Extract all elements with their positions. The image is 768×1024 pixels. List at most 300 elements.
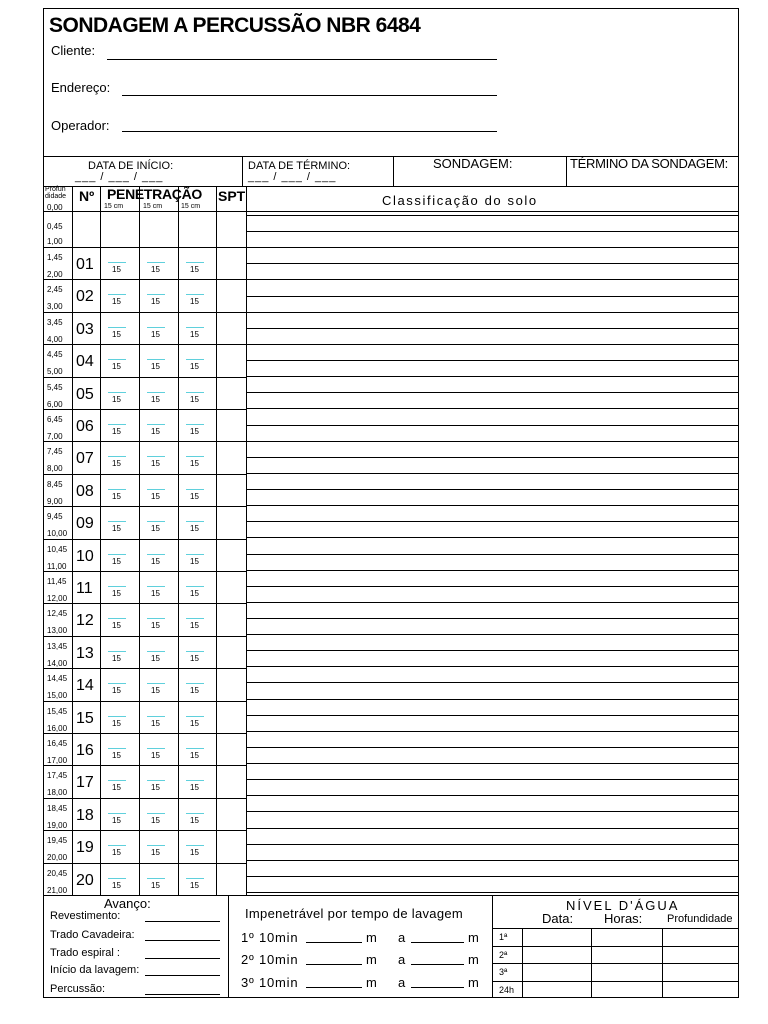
nivel-profundidade-cell[interactable] (663, 982, 738, 997)
penetracao-mark (186, 748, 204, 749)
penetracao-mark (108, 424, 126, 425)
classificacao-line[interactable] (246, 570, 739, 571)
penetracao-value[interactable]: 15 (112, 362, 121, 371)
penetracao-value[interactable]: 15 (151, 492, 160, 501)
penetracao-value[interactable]: 15 (190, 524, 199, 533)
penetracao-value[interactable]: 15 (190, 751, 199, 760)
pen-sub-2: 15 cm (143, 203, 163, 210)
penetracao-value[interactable]: 15 (151, 265, 160, 274)
depth-bottom: 12,00 (47, 594, 68, 603)
penetracao-mark (147, 327, 165, 328)
penetracao-mark (186, 845, 204, 846)
penetracao-value[interactable]: 15 (112, 848, 121, 857)
penetracao-mark (108, 392, 126, 393)
penetracao-mark (186, 780, 204, 781)
row-number: 04 (76, 353, 94, 370)
penetracao-mark (108, 456, 126, 457)
penetracao-mark (108, 262, 126, 263)
classificacao-header: Classificação do solo (382, 193, 538, 208)
penetracao-mark (108, 327, 126, 328)
penetracao-mark (186, 716, 204, 717)
cliente-field[interactable] (107, 59, 497, 60)
penetracao-value[interactable]: 15 (112, 686, 121, 695)
penetracao-value[interactable]: 15 (190, 459, 199, 468)
row-line (43, 377, 246, 378)
nivel-profundidade-cell[interactable] (663, 929, 738, 944)
classificacao-line[interactable] (246, 666, 739, 667)
table-col-line (139, 186, 140, 895)
classificacao-line[interactable] (246, 360, 739, 361)
impenetravel-m2: m (468, 975, 479, 990)
classificacao-line[interactable] (246, 844, 739, 845)
penetracao-mark (147, 359, 165, 360)
classificacao-line[interactable] (246, 876, 739, 877)
table-col-line (246, 186, 247, 895)
impenetravel-m2: m (468, 952, 479, 967)
nivel-horas-cell[interactable] (592, 947, 661, 962)
penetracao-value[interactable]: 15 (151, 848, 160, 857)
date-divider-3 (566, 156, 567, 186)
spt-header: SPT (218, 188, 246, 204)
penetracao-value[interactable]: 15 (190, 686, 199, 695)
row-number: 08 (76, 483, 94, 500)
nivel-title: NÍVEL D'ÁGUA (566, 898, 680, 913)
impenetravel-a: a (398, 930, 406, 945)
row-line (43, 312, 246, 313)
nivel-horas-cell[interactable] (592, 964, 661, 979)
avanco-item-label: Percussão: (50, 983, 106, 995)
penetracao-mark (108, 521, 126, 522)
impenetravel-a: a (398, 975, 406, 990)
depth-top: 3,45 (47, 318, 63, 327)
penetracao-value[interactable]: 15 (151, 589, 160, 598)
classificacao-line[interactable] (246, 731, 739, 732)
depth-bottom: 20,00 (47, 853, 68, 862)
penetracao-value[interactable]: 15 (112, 557, 121, 566)
pen-sub-3: 15 cm (181, 203, 201, 210)
row-line (43, 895, 246, 896)
penetracao-value[interactable]: 15 (190, 557, 199, 566)
bottom-divider-1 (228, 895, 229, 998)
penetracao-value[interactable]: 15 (112, 492, 121, 501)
classificacao-line[interactable] (246, 473, 739, 474)
classificacao-line[interactable] (246, 586, 739, 587)
depth-top: 13,45 (47, 642, 68, 651)
impenetravel-title: Impenetrável por tempo de lavagem (245, 906, 464, 921)
penetracao-value[interactable]: 15 (151, 686, 160, 695)
penetracao-value[interactable]: 15 (190, 719, 199, 728)
endereco-field[interactable] (122, 95, 497, 96)
classificacao-line[interactable] (246, 505, 739, 506)
penetracao-mark (186, 651, 204, 652)
depth-bottom: 2,00 (47, 270, 63, 279)
date-divider-1 (242, 156, 243, 186)
depth-top: 16,45 (47, 739, 68, 748)
penetracao-value[interactable]: 15 (112, 881, 121, 890)
classificacao-line[interactable] (246, 634, 739, 635)
penetracao-value[interactable]: 15 (151, 557, 160, 566)
penetracao-mark (186, 813, 204, 814)
penetracao-value[interactable]: 15 (190, 330, 199, 339)
classificacao-line[interactable] (246, 682, 739, 683)
row-line (43, 539, 246, 540)
nivel-profundidade-cell[interactable] (663, 947, 738, 962)
header-bottom-line (43, 211, 739, 212)
nivel-row-label: 1ª (499, 932, 508, 942)
penetracao-mark (186, 359, 204, 360)
impenetravel-field-2[interactable] (411, 964, 464, 965)
depth-top: 18,45 (47, 804, 68, 813)
row-number: 02 (76, 288, 94, 305)
penetracao-mark (186, 294, 204, 295)
row-line (43, 798, 246, 799)
profundidade-header (45, 186, 66, 200)
penetracao-mark (147, 748, 165, 749)
penetracao-value[interactable]: 15 (112, 330, 121, 339)
classificacao-line[interactable] (246, 231, 739, 232)
avanco-item-field[interactable] (145, 921, 220, 922)
first-row-top: 0,45 (47, 222, 63, 231)
avanco-item-field[interactable] (145, 975, 220, 976)
impenetravel-m: m (366, 952, 377, 967)
classificacao-line[interactable] (246, 618, 739, 619)
penetracao-mark (147, 262, 165, 263)
penetracao-value[interactable]: 15 (112, 654, 121, 663)
classificacao-line[interactable] (246, 489, 739, 490)
classificacao-line[interactable] (246, 715, 739, 716)
penetracao-value[interactable]: 15 (112, 524, 121, 533)
classificacao-line[interactable] (246, 554, 739, 555)
penetracao-value[interactable]: 15 (112, 621, 121, 630)
penetracao-value[interactable]: 15 (112, 459, 121, 468)
numero-header: Nº (79, 188, 95, 204)
row-line (43, 344, 246, 345)
penetracao-mark (186, 554, 204, 555)
row-number: 20 (76, 872, 94, 889)
row-line (43, 701, 246, 702)
penetracao-value[interactable]: 15 (112, 265, 121, 274)
row-line (43, 733, 246, 734)
penetracao-mark (147, 521, 165, 522)
penetracao-mark (186, 683, 204, 684)
row-line (43, 603, 246, 604)
profundidade-line1: Profun (45, 186, 66, 193)
nivel-data-label: Data: (542, 911, 574, 926)
classificacao-line[interactable] (246, 344, 739, 345)
classificacao-line[interactable] (246, 296, 739, 297)
penetracao-value[interactable]: 15 (190, 427, 199, 436)
depth-top: 12,45 (47, 609, 68, 618)
penetracao-value[interactable]: 15 (112, 816, 121, 825)
date-divider-2 (393, 156, 394, 186)
classificacao-line[interactable] (246, 795, 739, 796)
row-number: 11 (76, 580, 93, 597)
classificacao-line[interactable] (246, 425, 739, 426)
row-number: 17 (76, 774, 94, 791)
profundidade-line2: didade (45, 193, 67, 200)
depth-top: 5,45 (47, 383, 63, 392)
data-inicio-label: DATA DE INÍCIO: (88, 160, 174, 172)
nivel-horas-cell[interactable] (592, 929, 661, 944)
table-col-line (216, 186, 217, 895)
penetracao-mark (108, 780, 126, 781)
sondagem-label: SONDAGEM: (433, 156, 513, 171)
termino-sondagem-label: TÉRMINO DA SONDAGEM: (570, 156, 728, 171)
penetracao-value[interactable]: 15 (112, 395, 121, 404)
avanco-item-label: Trado Cavadeira: (50, 929, 135, 941)
depth-top: 6,45 (47, 415, 63, 424)
operador-field[interactable] (122, 131, 497, 132)
impenetravel-field-2[interactable] (411, 987, 464, 988)
classificacao-line[interactable] (246, 376, 739, 377)
classificacao-line[interactable] (246, 699, 739, 700)
row-number: 14 (76, 677, 94, 694)
penetracao-value[interactable]: 15 (190, 395, 199, 404)
impenetravel-field-1[interactable] (306, 987, 362, 988)
depth-bottom: 15,00 (47, 691, 68, 700)
row-number: 19 (76, 839, 94, 856)
penetracao-value[interactable]: 15 (112, 427, 121, 436)
depth-top: 17,45 (47, 771, 68, 780)
classificacao-line[interactable] (246, 779, 739, 780)
depth-bottom: 17,00 (47, 756, 68, 765)
penetracao-value[interactable]: 15 (151, 459, 160, 468)
row-number: 18 (76, 807, 94, 824)
penetracao-header: PENETRAÇÃO (107, 186, 203, 202)
depth-bottom: 16,00 (47, 724, 68, 733)
penetracao-value[interactable]: 15 (151, 524, 160, 533)
impenetravel-field-1[interactable] (306, 942, 362, 943)
penetracao-value[interactable]: 15 (151, 719, 160, 728)
classificacao-line[interactable] (246, 312, 739, 313)
profundidade-start: 0,00 (47, 203, 63, 212)
penetracao-mark (108, 716, 126, 717)
penetracao-mark (186, 618, 204, 619)
penetracao-mark (147, 651, 165, 652)
classificacao-line[interactable] (246, 279, 739, 280)
penetracao-mark (147, 813, 165, 814)
classificacao-line[interactable] (246, 650, 739, 651)
depth-bottom: 5,00 (47, 367, 63, 376)
penetracao-value[interactable]: 15 (151, 330, 160, 339)
form-title: SONDAGEM A PERCUSSÃO NBR 6484 (49, 14, 421, 37)
penetracao-mark (108, 813, 126, 814)
operador-label: Operador: (51, 118, 110, 133)
impenetravel-line-label: 1º 10min (241, 930, 299, 945)
penetracao-mark (108, 878, 126, 879)
row-number: 10 (76, 548, 94, 565)
nivel-data-cell[interactable] (523, 964, 590, 979)
impenetravel-field-2[interactable] (411, 942, 464, 943)
penetracao-value[interactable]: 15 (151, 621, 160, 630)
avanco-item-field[interactable] (145, 940, 220, 941)
row-line (43, 506, 246, 507)
penetracao-value[interactable]: 15 (151, 816, 160, 825)
row-line (43, 863, 246, 864)
depth-top: 14,45 (47, 674, 68, 683)
penetracao-value[interactable]: 15 (112, 783, 121, 792)
depth-top: 9,45 (47, 512, 63, 521)
classificacao-line[interactable] (246, 747, 739, 748)
row-number: 06 (76, 418, 94, 435)
penetracao-value[interactable]: 15 (151, 751, 160, 760)
data-termino-field[interactable]: ___ / ___ / ___ (248, 171, 337, 183)
penetracao-value[interactable]: 15 (151, 395, 160, 404)
cliente-label: Cliente: (51, 43, 96, 58)
penetracao-value[interactable]: 15 (190, 783, 199, 792)
classificacao-line[interactable] (246, 521, 739, 522)
depth-bottom: 21,00 (47, 886, 68, 895)
classificacao-line[interactable] (246, 537, 739, 538)
penetracao-value[interactable]: 15 (151, 783, 160, 792)
depth-bottom: 9,00 (47, 497, 63, 506)
penetracao-mark (186, 392, 204, 393)
first-row-bottom: 1,00 (47, 237, 63, 246)
avanco-item-field[interactable] (145, 994, 220, 995)
penetracao-mark (108, 748, 126, 749)
penetracao-value[interactable]: 15 (190, 848, 199, 857)
penetracao-value[interactable]: 15 (190, 621, 199, 630)
classificacao-line[interactable] (246, 247, 739, 248)
depth-bottom: 4,00 (47, 335, 63, 344)
penetracao-value[interactable]: 15 (190, 881, 199, 890)
row-number: 05 (76, 386, 94, 403)
classificacao-line[interactable] (246, 892, 739, 893)
classificacao-line[interactable] (246, 457, 739, 458)
penetracao-mark (147, 554, 165, 555)
penetracao-mark (186, 262, 204, 263)
nivel-row-label: 3ª (499, 967, 508, 977)
penetracao-value[interactable]: 15 (112, 719, 121, 728)
depth-bottom: 6,00 (47, 400, 63, 409)
classificacao-line[interactable] (246, 860, 739, 861)
penetracao-mark (186, 424, 204, 425)
depth-bottom: 3,00 (47, 302, 63, 311)
depth-top: 8,45 (47, 480, 63, 489)
penetracao-value[interactable]: 15 (151, 881, 160, 890)
nivel-data-cell[interactable] (523, 947, 590, 962)
nivel-row-label: 2ª (499, 950, 508, 960)
penetracao-value[interactable]: 15 (151, 297, 160, 306)
impenetravel-field-1[interactable] (306, 964, 362, 965)
nivel-horas-label: Horas: (604, 911, 643, 926)
penetracao-value[interactable]: 15 (112, 751, 121, 760)
depth-top: 4,45 (47, 350, 63, 359)
depth-bottom: 14,00 (47, 659, 68, 668)
classificacao-line[interactable] (246, 328, 739, 329)
depth-top: 2,45 (47, 285, 63, 294)
pen-sub-1: 15 cm (104, 203, 124, 210)
penetracao-mark (147, 294, 165, 295)
penetracao-mark (186, 456, 204, 457)
classificacao-line[interactable] (246, 215, 739, 216)
penetracao-value[interactable]: 15 (190, 816, 199, 825)
penetracao-value[interactable]: 15 (190, 265, 199, 274)
depth-bottom: 13,00 (47, 626, 68, 635)
classificacao-line[interactable] (246, 811, 739, 812)
impenetravel-m: m (366, 975, 377, 990)
penetracao-mark (108, 359, 126, 360)
penetracao-value[interactable]: 15 (151, 362, 160, 371)
row-line (43, 571, 246, 572)
impenetravel-line-label: 3º 10min (241, 975, 299, 990)
penetracao-mark (186, 489, 204, 490)
row-line (43, 636, 246, 637)
classificacao-line[interactable] (246, 408, 739, 409)
row-line (43, 474, 246, 475)
nivel-data-cell[interactable] (523, 982, 590, 997)
data-inicio-field[interactable]: ___ / ___ / ___ (75, 171, 164, 183)
penetracao-value[interactable]: 15 (112, 297, 121, 306)
penetracao-value[interactable]: 15 (151, 654, 160, 663)
penetracao-mark (147, 586, 165, 587)
row-line (43, 247, 246, 248)
penetracao-value[interactable]: 15 (190, 297, 199, 306)
endereco-label: Endereço: (51, 80, 111, 95)
nivel-profundidade-cell[interactable] (663, 964, 738, 979)
penetracao-value[interactable]: 15 (190, 589, 199, 598)
depth-top: 11,45 (47, 577, 67, 586)
classificacao-line[interactable] (246, 263, 739, 264)
penetracao-mark (147, 780, 165, 781)
row-line (43, 668, 246, 669)
impenetravel-a: a (398, 952, 406, 967)
nivel-horas-cell[interactable] (592, 982, 661, 997)
penetracao-mark (147, 878, 165, 879)
depth-top: 19,45 (47, 836, 68, 845)
penetracao-mark (108, 651, 126, 652)
depth-bottom: 11,00 (47, 562, 67, 571)
penetracao-mark (108, 554, 126, 555)
avanco-title: Avanço: (104, 896, 151, 911)
penetracao-mark (186, 586, 204, 587)
row-line (43, 279, 246, 280)
row-number: 12 (76, 612, 94, 629)
classificacao-line[interactable] (246, 441, 739, 442)
penetracao-mark (108, 845, 126, 846)
depth-bottom: 18,00 (47, 788, 68, 797)
depth-top: 20,45 (47, 869, 68, 878)
penetracao-value[interactable]: 15 (190, 492, 199, 501)
depth-top: 10,45 (47, 545, 68, 554)
penetracao-value[interactable]: 15 (112, 589, 121, 598)
nivel-data-cell[interactable] (523, 929, 590, 944)
classificacao-line[interactable] (246, 392, 739, 393)
row-number: 01 (76, 256, 94, 273)
classificacao-line[interactable] (246, 602, 739, 603)
penetracao-value[interactable]: 15 (190, 654, 199, 663)
penetracao-value[interactable]: 15 (151, 427, 160, 436)
depth-bottom: 10,00 (47, 529, 68, 538)
row-line (43, 409, 246, 410)
row-number: 16 (76, 742, 94, 759)
classificacao-line[interactable] (246, 763, 739, 764)
avanco-item-label: Trado espiral : (50, 947, 120, 959)
depth-top: 1,45 (47, 253, 63, 262)
row-line (43, 765, 246, 766)
row-line (43, 441, 246, 442)
row-number: 07 (76, 450, 94, 467)
depth-top: 15,45 (47, 707, 68, 716)
data-termino-label: DATA DE TÉRMINO: (248, 160, 351, 172)
penetracao-value[interactable]: 15 (190, 362, 199, 371)
classificacao-line[interactable] (246, 828, 739, 829)
table-col-line (100, 186, 101, 895)
penetracao-mark (108, 294, 126, 295)
penetracao-mark (108, 489, 126, 490)
penetracao-mark (108, 618, 126, 619)
avanco-item-field[interactable] (145, 958, 220, 959)
